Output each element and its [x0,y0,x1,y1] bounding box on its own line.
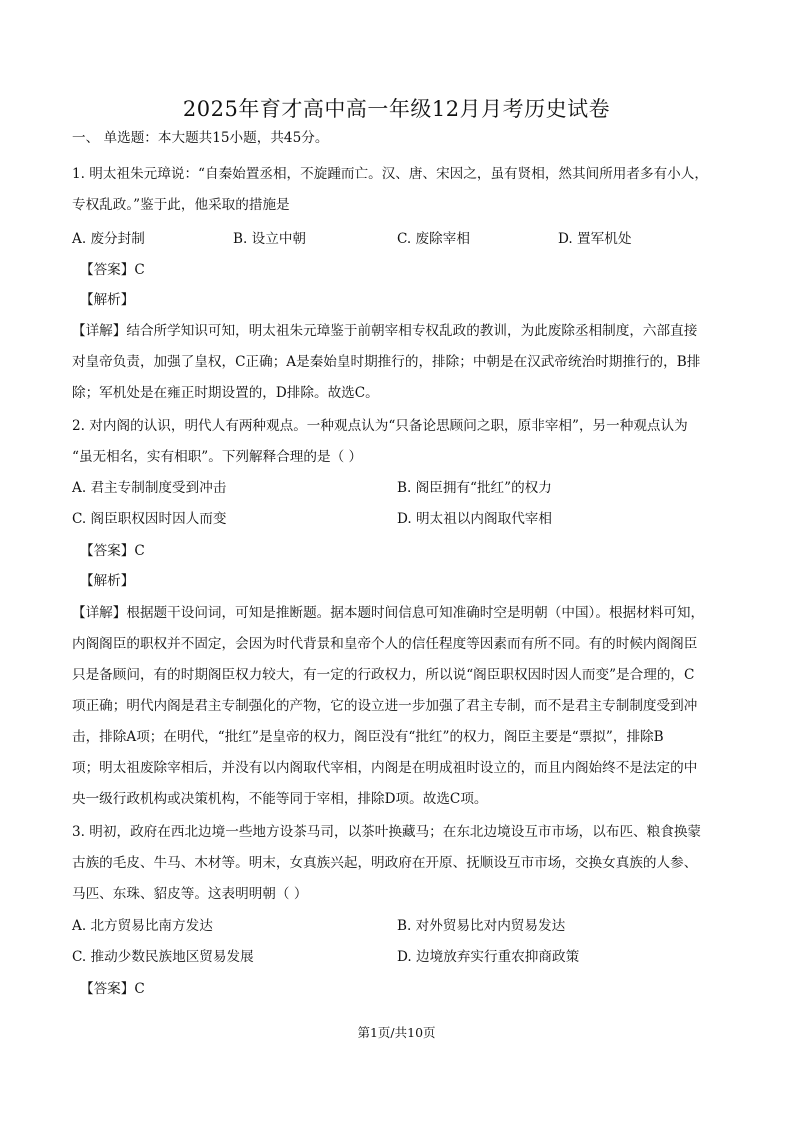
q2-detail-line-6: 项；明太祖废除宰相后，并没有以内阁取代宰相，内阁是在明成祖时设立的，而且内阁始终不是法定的中 [72,760,698,776]
q1-analysis-label: 【解析】 [80,292,135,308]
q3-stem-line-2: 古族的毛皮、牛马、木材等。明末，女真族兴起，明政府在开原、抚顺设互市市场，交换女真族的人参、 [72,855,698,871]
q1-option-b: B. 设立中朝 [233,231,307,247]
q2-answer: 【答案】C [80,543,145,559]
q3-stem-line-3: 马匹、东珠、貂皮等。这表明明朝（ ） [72,886,308,902]
q1-detail-line-1: 【详解】结合所学知识可知，明太祖朱元璋鉴于前朝宰相专权乱政的教训，为此废除丞相制度，六部直接 [72,323,698,339]
q3-option-b: B. 对外贸易比对内贸易发达 [397,918,566,934]
q2-detail-line-4: 项正确；明代内阁是君主专制强化的产物，它的设立进一步加强了君主专制，而不是君主专制制度受到冲 [72,698,698,714]
q2-stem-line-2: “虽无相名，实有相职”。下列解释合理的是（ ） [72,449,363,465]
q1-option-a: A. 废分封制 [72,231,145,247]
q2-detail-line-1: 【详解】根据题干设问词，可知是推断题。据本题时间信息可知准确时空是明朝（中国）。根据材料可知， [72,605,705,621]
q2-detail-line-5: 击，排除A项；在明代，“批红”是皇帝的权力，阁臣没有“批红”的权力，阁臣主要是“票拟”，排除B [72,729,664,745]
q2-detail-line-3: 只是备顾问，有的时期阁臣权力较大，有一定的行政权力，所以说“阁臣职权因时因人而变”是合理的，C [72,667,695,683]
q2-option-d: D. 明太祖以内阁取代宰相 [397,511,552,527]
page-title: 2025年育才高中高一年级12月月考历史试卷 [182,97,611,121]
q2-option-c: C. 阁臣职权因时因人而变 [72,511,227,527]
q2-analysis-label: 【解析】 [80,573,135,589]
q3-option-d: D. 边境放弃实行重农抑商政策 [397,949,580,965]
q2-detail-line-7: 央一级行政机构或决策机构，不能等同于宰相，排除D项。故选C项。 [72,791,488,807]
section-heading: 一、 单选题：本大题共15小题，共45分。 [72,130,329,146]
q1-option-c: C. 废除宰相 [397,231,470,247]
q1-answer: 【答案】C [80,262,145,278]
q3-option-c: C. 推动少数民族地区贸易发展 [72,949,254,965]
q3-option-a: A. 北方贸易比南方发达 [72,918,213,934]
q2-option-b: B. 阁臣拥有“批红”的权力 [397,480,552,496]
q1-stem-line-2: 专权乱政。”鉴于此，他采取的措施是 [72,197,290,213]
q1-stem-line-1: 1. 明太祖朱元璋说：“自秦始置丞相，不旋踵而亡。汉、唐、宋因之，虽有贤相，然其间所用者多有小人， [72,166,708,182]
page-footer: 第1页/共10页 [357,1025,436,1040]
q3-answer: 【答案】C [80,981,145,997]
q2-stem-line-1: 2. 对内阁的认识，明代人有两种观点。一种观点认为“只备论思顾问之职，原非宰相”，另一种观点认为 [72,418,688,434]
q1-detail-line-3: 除；军机处是在雍正时期设置的，D排除。故选C。 [72,385,379,401]
q1-detail-line-2: 对皇帝负责，加强了皇权，C正确；A是秦始皇时期推行的，排除；中朝是在汉武帝统治时期推行的，B排 [72,354,701,370]
q1-option-d: D. 置军机处 [558,231,632,247]
q2-detail-line-2: 内阁阁臣的职权并不固定，会因为时代背景和皇帝个人的信任程度等因素而有所不同。有的时候内阁阁臣 [72,636,698,652]
q2-option-a: A. 君主专制制度受到冲击 [72,480,227,496]
q3-stem-line-1: 3. 明初，政府在西北边境一些地方设茶马司，以茶叶换藏马；在东北边境设互市市场，以布匹、粮食换蒙 [72,824,702,840]
